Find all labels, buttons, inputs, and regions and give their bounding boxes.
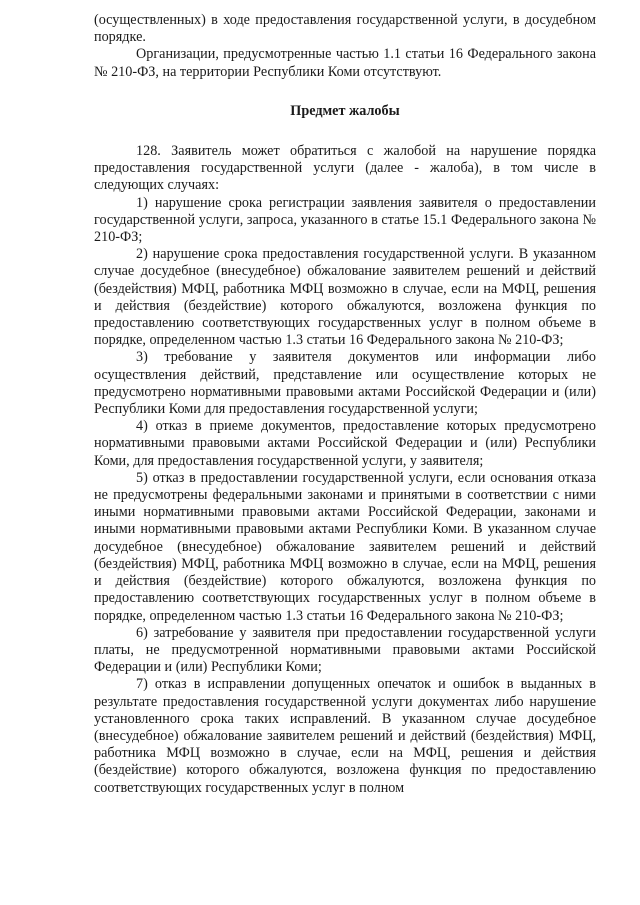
- case-5-paragraph: 5) отказ в предоставлении государственной услуги, если основания отказа не предусмотрены федеральными законами и принятыми в соответствии с ними иными нормативными правовыми актами Российской Федерации, законами и иными нормативными правовыми актами Республики Коми. В указанном случае досудебное (внесудебное) обжалование заявителем решений и действий (бездействия) МФЦ, работника МФЦ возможно в случае, если на МФЦ, решения и действия (бездействие) которого обжалуются, возложена функция по предоставлению соответствующих государственных услуг в полном объеме в порядке, определенном частью 1.3 статьи 16 Федерального закона № 210-ФЗ;: [94, 469, 596, 624]
- organizations-paragraph: Организации, предусмотренные частью 1.1 статьи 16 Федерального закона № 210-ФЗ, на территории Республики Коми отсутствуют.: [94, 46, 596, 80]
- intro-paragraph: (осуществленных) в ходе предоставления государственной услуги, в досудебном порядке.: [94, 12, 596, 46]
- case-4-paragraph: 4) отказ в приеме документов, предоставление которых предусмотрено нормативными правовыми актами Российской Федерации и (или) Республики Коми, для предоставления государственной услуги, у заявителя;: [94, 418, 596, 469]
- section-heading: Предмет жалобы: [290, 102, 400, 119]
- case-2-paragraph: 2) нарушение срока предоставления государственной услуги. В указанном случае досудебное (внесудебное) обжалование заявителем решений и действий (бездействия) МФЦ, работника МФЦ возможно в случае, если на МФЦ, решения и действия (бездействие) которого обжалуются, возложена функция по предоставлению соответствующих государственных услуг в полном объеме в порядке, определенном частью 1.3 статьи 16 Федерального закона № 210-ФЗ;: [94, 246, 596, 349]
- case-1-paragraph: 1) нарушение срока регистрации заявления заявителя о предоставлении государственной услуги, запроса, указанного в статье 15.1 Федерального закона № 210-ФЗ;: [94, 194, 596, 246]
- case-6-paragraph: 6) затребование у заявителя при предоставлении государственной услуги платы, не предусмотренной нормативными правовыми актами Российской Федерации и (или) Республики Коми;: [94, 624, 596, 676]
- document-page: [94, 12, 596, 797]
- case-3-paragraph: 3) требование у заявителя документов или информации либо осуществления действий, представление или осуществление которых не предусмотрено нормативными правовыми актами Российской Федерации и (или) Республики Коми для предоставления государственной услуги;: [94, 349, 596, 418]
- item-128-paragraph: 128. Заявитель может обратиться с жалобой на нарушение порядка предоставления государственной услуги (далее - жалоба), в том числе в следующих случаях:: [94, 143, 596, 194]
- case-7-paragraph: 7) отказ в исправлении допущенных опечаток и ошибок в выданных в результате предоставления государственной услуги документах либо нарушение установленного срока таких исправлений. В указанном случае досудебное (внесудебное) обжалование заявителем решений и действий (бездействия) МФЦ, работника МФЦ возможно в случае, если на МФЦ, решения и действия (бездействие) которого обжалуются, возложена функция по предоставлению соответствующих государственных услуг в полном: [94, 676, 596, 796]
